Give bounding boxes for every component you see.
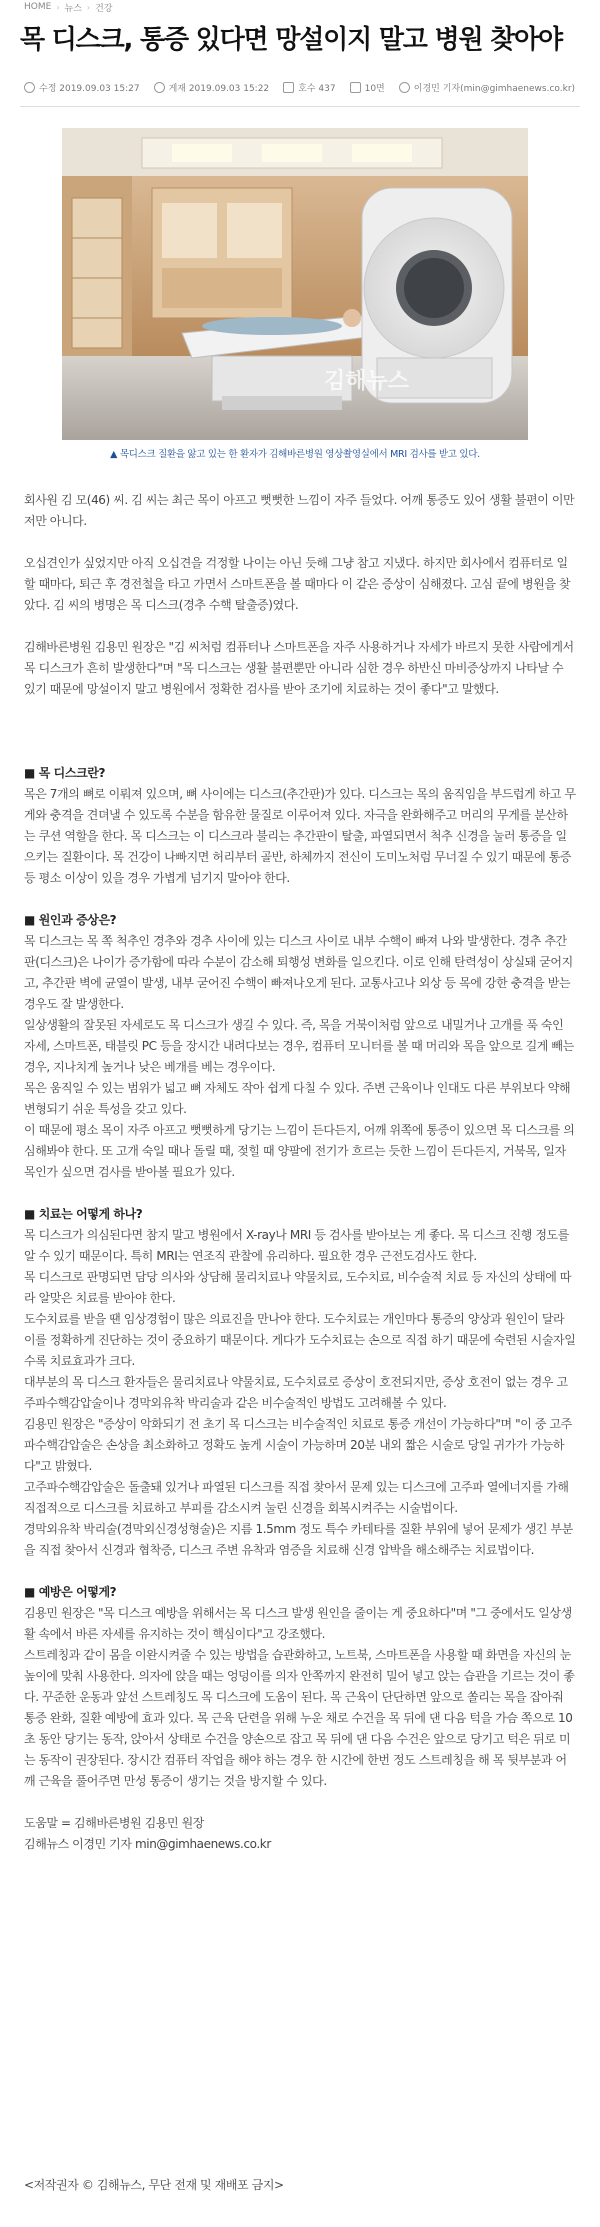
credit-reporter: 김해뉴스 이경민 기자 min@gimhaenews.co.kr (24, 1837, 271, 1851)
author-name[interactable]: 이경민 기자(min@gimhaenews.co.kr) (413, 83, 576, 94)
section-2-paragraph-2: 일상생활의 잘못된 자세로도 목 디스크가 생길 수 있다. 즉, 목을 거북이처럼 앞으로 내밀거나 고개를 푹 숙인 자세, 스마트폰, 태블릿 PC 등을 장시간 내려다보는 경우, 컴퓨터 모니터를 볼 때 머리와 목을 앞으로 길게 빼는 경우, 지나치게 높거나 낮은 베개를 베는 경우이다. (24, 1018, 574, 1074)
chat-icon (283, 82, 294, 93)
chevron-right-icon: › (86, 2, 91, 12)
user-icon (399, 82, 410, 93)
photo-caption: ▲ 목디스크 질환을 앓고 있는 한 환자가 김해바른병원 영상촬영실에서 MRI 검사를 받고 있다. (110, 449, 480, 460)
section-3-paragraph-2: 목 디스크로 판명되면 담당 의사와 상담해 물리치료나 약물치료, 도수치료, 비수술적 치료 등 자신의 상태에 따라 알맞은 치료를 받아야 한다. (24, 1270, 572, 1305)
section-3-paragraph-3: 도수치료를 받을 땐 임상경험이 많은 의료진을 만나야 한다. 도수치료는 개인마다 통증의 양상과 원인이 달라 이를 정확하게 진단하는 것이 중요하기 때문이다. 게다가 도수치료는 손으로 직접 하기 때문에 숙련된 시술자일수록 치료효과가 크다. (24, 1312, 576, 1368)
page-number: 10면 (364, 83, 385, 94)
section-heading-1: ■ 목 디스크란? (24, 766, 106, 780)
issue-number: 호수 437 (298, 83, 336, 94)
section-4-paragraph-1: 김용민 원장은 "목 디스크 예방을 위해서는 목 디스크 발생 원인을 줄이는 게 중요하다"며 "그 중에서도 일상생활 속에서 바른 자세를 유지하는 것이 핵심이다"고 강조했다. (24, 1606, 572, 1641)
article-photo (62, 128, 528, 440)
photo-watermark: 김해뉴스 (324, 369, 410, 394)
section-heading-4: ■ 예방은 어떻게? (24, 1585, 117, 1599)
section-2-paragraph-4: 이 때문에 평소 목이 자주 아프고 뻣뻣하게 당기는 느낌이 든다든지, 어깨 위쪽에 통증이 있으면 목 디스크를 의심해봐야 한다. 또 고개 숙일 때나 돌릴 때, 젖힐 때 양팔에 전기가 흐르는 듯한 느낌이 든다든지, 거북목, 일자목인가 싶으면 검사를 받아볼 필요가 있다. (24, 1123, 575, 1179)
clock-icon (154, 82, 165, 93)
section-heading-2: ■ 원인과 증상은? (24, 913, 117, 927)
meta-modified (24, 81, 140, 94)
section-3-paragraph-1: 목 디스크가 의심된다면 참지 말고 병원에서 X-ray나 MRI 등 검사를 받아보는 게 좋다. 목 디스크 진행 정도를 알 수 있기 때문이다. 특히 MRI는 연조직 관찰에 유리하다. 필요한 경우 근전도검사도 한다. (24, 1228, 569, 1263)
section-heading-3: ■ 치료는 어떻게 하나? (24, 1207, 143, 1221)
mri-room-illustration (62, 128, 528, 440)
article-meta (24, 78, 575, 96)
section-3-paragraph-7: 경막외유착 박리술(경막외신경성형술)은 지름 1.5mm 정도 특수 카테타를 질환 부위에 넣어 문제가 생긴 부분을 직접 찾아서 신경과 협착증, 디스크 주변 유착과 염증을 치료해 신경 압박을 해소해주는 치료법이다. (24, 1522, 573, 1557)
breadcrumb-home[interactable]: HOME (24, 2, 52, 12)
copyright-notice: <저작권자 © 김해뉴스, 무단 전재 및 재배포 금지> (24, 2178, 284, 2192)
intro-paragraph-3: 김해바른병원 김용민 원장은 "김 씨처럼 컴퓨터나 스마트폰을 자주 사용하거나 자세가 바르지 못한 사람에게서 목 디스크가 흔히 발생한다"며 "목 디스크는 생활 불편뿐만 아니라 심한 경우 하반신 마비증상까지 나타날 수 있기 때문에 망설이지 말고 병원에서 정확한 검사를 받아 조기에 치료하는 것이 좋다"고 말했다. (24, 640, 574, 696)
article-body (24, 490, 576, 1855)
meta-issue (283, 81, 335, 94)
published-date: 게재 2019.09.03 15:22 (168, 83, 270, 94)
intro-paragraph-1: 회사원 김 모(46) 씨. 김 씨는 최근 목이 아프고 뻣뻣한 느낌이 자주 들었다. 어깨 통증도 있어 생활 불편이 이만저만 아니다. (24, 493, 575, 528)
meta-published (154, 81, 270, 94)
section-3-paragraph-6: 고주파수핵감압술은 돌출돼 있거나 파열된 디스크를 직접 찾아서 문제 있는 디스크에 고주파 열에너지를 가해 직접적으로 디스크를 치료하고 부피를 감소시켜 눌린 신경을 회복시켜주는 시술법이다. (24, 1480, 569, 1515)
breadcrumb-news[interactable]: 뉴스 (64, 3, 82, 14)
section-2-paragraph-3: 목은 움직일 수 있는 범위가 넓고 뼈 자체도 작아 쉽게 다칠 수 있다. 주변 근육이나 인대도 다른 부위보다 약해 변형되기 쉬운 특성을 갖고 있다. (24, 1081, 571, 1116)
breadcrumb (24, 0, 113, 14)
chevron-right-icon: › (56, 2, 60, 12)
page-icon (350, 82, 361, 93)
page-title: 목 디스크, 통증 있다면 망설이지 말고 병원 찾아야 (20, 25, 562, 55)
intro-paragraph-2: 오십견인가 싶었지만 아직 오십견을 걱정할 나이는 아닌 듯해 그냥 참고 지냈다. 하지만 회사에서 컴퓨터로 일할 때마다, 퇴근 후 경전철을 타고 가면서 스마트폰을 볼 때마다 이 같은 증상이 심해졌다. 고심 끝에 병원을 찾았다. 김 씨의 병명은 목 디스크(경추 수핵 탈출증)였다. (24, 556, 571, 612)
section-1-paragraph-1: 목은 7개의 뼈로 이뤄져 있으며, 뼈 사이에는 디스크(추간판)가 있다. 디스크는 목의 움직임을 부드럽게 하고 무게와 충격을 견뎌낼 수 있도록 수분을 함유한 물질로 이루어져 있다. 자극을 완화해주고 머리의 무게를 분산하는 쿠션 역할을 한다. 목 디스크는 이 디스크라 불리는 추간판이 탈출, 파열되면서 척추 신경을 눌러 통증을 일으키는 질환이다. 목 건강이 나빠지면 허리부터 골반, 하체까지 전신이 도미노처럼 무너질 수 있기 때문에 통증 등 평소 이상이 있을 경우 가볍게 넘기지 말아야 한다. (24, 787, 576, 885)
meta-author (399, 81, 575, 94)
section-3-paragraph-5: 김용민 원장은 "증상이 악화되기 전 초기 목 디스크는 비수술적인 치료로 통증 개선이 가능하다"며 "이 중 고주파수핵감압술은 손상을 최소화하고 정확도 높게 시술이 가능하며 20분 내외 짧은 시술로 당일 귀가가 가능하다"고 밝혔다. (24, 1417, 572, 1473)
breadcrumb-health[interactable]: 건강 (95, 3, 113, 14)
section-2-paragraph-1: 목 디스크는 목 쪽 척추인 경추와 경추 사이에 있는 디스크 사이로 내부 수핵이 빠져 나와 발생한다. 경추 추간판(디스크)은 나이가 증가함에 따라 수분이 감소해 퇴행성 변화를 일으킨다. 이로 인해 탄력성이 상실돼 굳어지고, 추간판 벽에 균열이 발생, 내부 굳어진 수핵이 빠져나오게 된다. 교통사고나 외상 등 목에 강한 충격을 받는 경우도 잘 발생한다. (24, 934, 573, 1011)
credit-advisor: 도움말 = 김해바른병원 김용민 원장 (24, 1816, 205, 1830)
modified-date: 수정 2019.09.03 15:27 (39, 83, 140, 94)
clock-icon (24, 82, 35, 93)
section-3-paragraph-4: 대부분의 목 디스크 환자들은 물리치료나 약물치료, 도수치료로 증상이 호전되지만, 증상 호전이 없는 경우 고주파수핵감압술이나 경막외유착 박리술과 같은 비수술적인 방법도 고려해볼 수 있다. (24, 1375, 568, 1410)
header-divider (20, 106, 580, 107)
section-4-paragraph-2: 스트레칭과 같이 몸을 이완시켜줄 수 있는 방법을 습관화하고, 노트북, 스마트폰을 사용할 때 화면을 자신의 눈높이에 맞춰 사용한다. 의자에 앉을 때는 엉덩이를 의자 안쪽까지 완전히 밀어 넣고 앉는 습관을 기르는 것이 좋다. 꾸준한 운동과 앞선 스트레칭도 목 디스크에 도움이 된다. 목 근육이 단단하면 앞으로 쏠리는 목을 잡아줘 통증 완화, 질환 예방에 효과 있다. 목 근육 단련을 위해 누운 채로 수건을 목 뒤에 댄 다음 턱을 가슴 쪽으로 10초 동안 당기는 동작, 앉아서 상태로 수건을 양손으로 잡고 목 뒤에 댄 다음 수건은 앞으로 당기고 턱은 뒤로 미는 동작이 권장된다. 장시간 컴퓨터 작업을 해야 하는 경우 한 시간에 한번 정도 스트레칭을 해 목 뒷부분과 어깨 근육을 풀어주면 만성 통증이 생기는 것을 방지할 수 있다. (24, 1648, 575, 1788)
meta-page (350, 81, 385, 94)
